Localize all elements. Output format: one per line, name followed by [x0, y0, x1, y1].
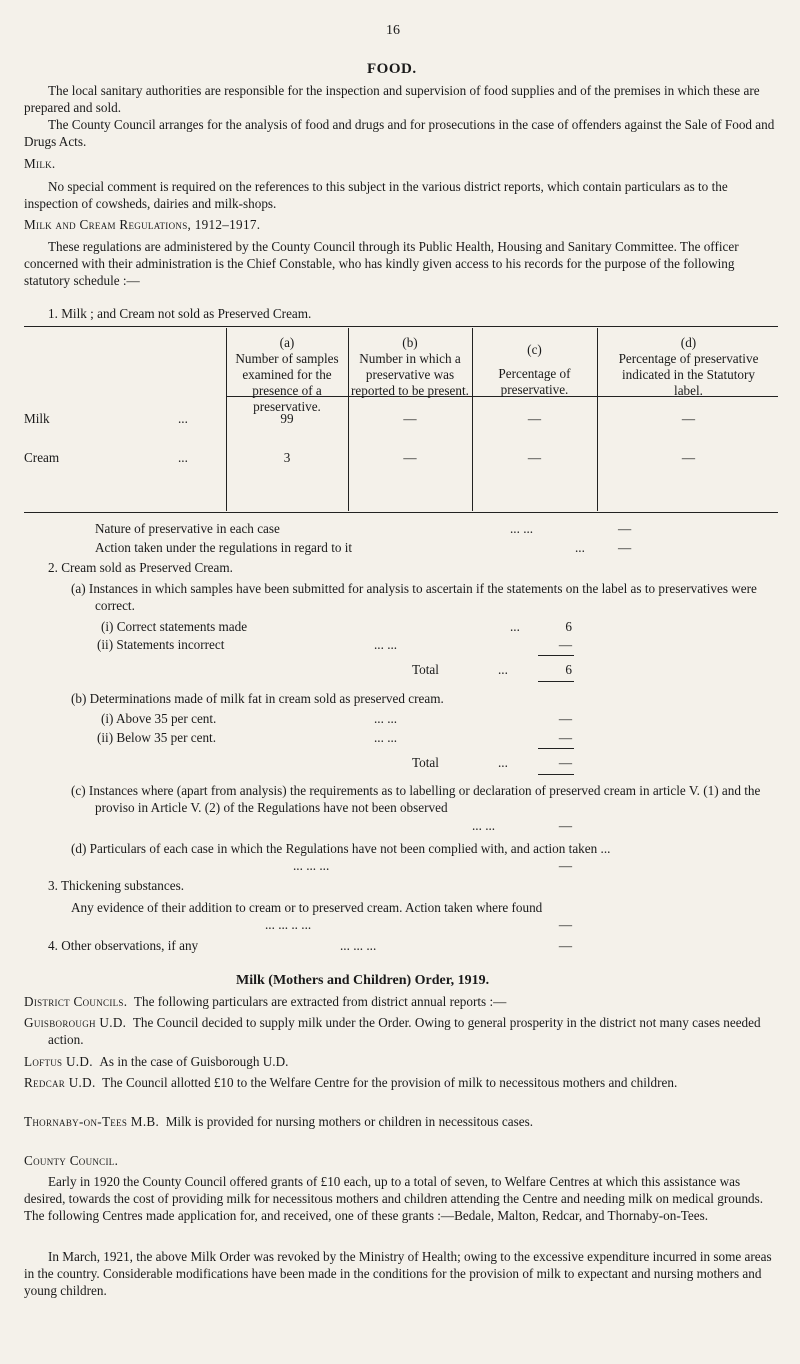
loftus-entry	[24, 1053, 778, 1070]
table-bottom-rule	[24, 512, 778, 513]
column-a-text: Number of samples examined for the presence of a preservative.	[235, 351, 339, 414]
sum-rule	[538, 655, 574, 656]
milk-paragraph: No special comment is required on the references to this subject in the various district reports, which contain particulars as to the inspection of cowsheds, dairies and milk-shops.	[24, 179, 728, 211]
item-2c-text: (c) Instances where (apart from analysis) the requirements as to labelling or declaration of preserved cream in article V. (1) and the proviso in Article V. (2) of the Regulations have not been observed	[71, 783, 761, 815]
total-2-dots: ...	[498, 755, 508, 770]
row-dots: ...	[178, 411, 188, 426]
guisborough-entry	[24, 1014, 778, 1048]
loftus-label: Loftus U.D.	[24, 1054, 93, 1069]
item-3-text: Any evidence of their addition to cream or to preserved cream. Action taken where found	[71, 900, 543, 915]
action-value: —	[618, 540, 632, 555]
item-2c-value: —	[558, 818, 572, 833]
regulations-heading: Milk and Cream Regulations, 1912–1917.	[24, 217, 261, 232]
below-35-value: —	[558, 730, 572, 745]
total-1-value: 6	[565, 662, 572, 677]
column-b-letter: (b)	[402, 335, 418, 350]
table-divider	[472, 328, 473, 511]
column-a-letter: (a)	[279, 335, 295, 350]
guisborough-label: Guisborough U.D.	[24, 1015, 127, 1030]
intro-paragraph-1: The local sanitary authorities are responsible for the inspection and supervision of food supplies and of the premises in which these are prepared and sold.	[24, 83, 760, 115]
item-4-dots: ... ... ...	[340, 938, 377, 953]
redcar-entry	[24, 1074, 778, 1091]
correct-statements-dots: ...	[510, 619, 520, 634]
table-divider	[597, 328, 598, 511]
thornaby-text: Milk is provided for nursing mothers or children in necessitous cases.	[165, 1114, 534, 1129]
schedule-item-1: 1. Milk ; and Cream not sold as Preserved Cream.	[48, 306, 312, 321]
total-rule	[538, 681, 574, 682]
nature-dots: ... ...	[510, 521, 534, 536]
below-35-label: (ii) Below 35 per cent.	[97, 730, 217, 745]
table-cell: —	[527, 450, 542, 465]
row-label-cream: Cream	[24, 450, 60, 465]
item-3-dots: ... ... .. ...	[265, 917, 312, 932]
column-c-letter: (c)	[527, 342, 542, 357]
thornaby-label: Thornaby-on-Tees M.B.	[24, 1114, 160, 1129]
total-2-value: —	[558, 755, 572, 770]
item-2d-dots: ... ... ...	[293, 858, 330, 873]
total-1-label: Total	[412, 662, 439, 677]
district-councils-paragraph	[24, 993, 778, 1010]
action-label: Action taken under the regulations in regard to it	[95, 540, 353, 555]
item-2d-value: —	[558, 858, 572, 873]
above-35-label: (i) Above 35 per cent.	[101, 711, 217, 726]
sum-rule	[538, 748, 574, 749]
column-d-letter: (d)	[680, 335, 697, 350]
schedule-item-4: 4. Other observations, if any	[48, 938, 199, 953]
total-rule	[538, 774, 574, 775]
correct-statements-label: (i) Correct statements made	[101, 619, 248, 634]
above-35-dots: ... ...	[374, 711, 398, 726]
intro-paragraph-2: The County Council arranges for the analysis of food and drugs and for prosecutions in the case of offenders against the Sale of Food and Drugs Acts.	[24, 117, 775, 149]
column-b-text: Number in which a preservative was reported to be present.	[351, 351, 469, 398]
row-dots: ...	[178, 450, 188, 465]
incorrect-statements-dots: ... ...	[374, 637, 398, 652]
total-1-dots: ...	[498, 662, 508, 677]
item-2b-text: (b) Determinations made of milk fat in cream sold as preserved cream.	[71, 691, 444, 706]
above-35-value: —	[558, 711, 572, 726]
action-dots: ...	[575, 540, 585, 555]
column-c-header	[474, 342, 595, 398]
below-35-dots: ... ...	[374, 730, 398, 745]
nature-label: Nature of preservative in each case	[95, 521, 280, 536]
row-label-milk: Milk	[24, 411, 50, 426]
district-councils-text: The following particulars are extracted from district annual reports :—	[133, 994, 507, 1009]
table-cell: —	[681, 411, 696, 426]
thornaby-entry	[24, 1113, 778, 1130]
redcar-label: Redcar U.D.	[24, 1075, 96, 1090]
correct-statements-value: 6	[565, 619, 572, 634]
table-cell: —	[527, 411, 542, 426]
incorrect-statements-value: —	[558, 637, 572, 652]
county-council-paragraph-2: In March, 1921, the above Milk Order was revoked by the Ministry of Health; owing to the excessive expenditure incurred in some areas in the country. Considerable modifications have been made in the conditions for the provision of milk to expectant and nursing mothers and young children.	[24, 1249, 772, 1298]
incorrect-statements-label: (ii) Statements incorrect	[97, 637, 225, 652]
district-councils-label: District Councils.	[24, 994, 128, 1009]
column-d-header	[599, 335, 778, 399]
table-cell: 99	[280, 411, 294, 426]
milk-heading: Milk.	[24, 156, 56, 171]
table-cell: —	[681, 450, 696, 465]
table-divider	[348, 328, 349, 511]
page-number: 16	[386, 23, 400, 38]
county-council-heading: County Council.	[24, 1153, 119, 1168]
nature-value: —	[618, 521, 632, 536]
item-2c-dots: ... ...	[472, 818, 496, 833]
column-d-text: Percentage of preservative indicated in the Statutory label.	[618, 351, 759, 398]
regulations-paragraph: These regulations are administered by the County Council through its Public Health, Housing and Sanitary Committee. The officer concerned with their administration is the Chief Constable, who has kindly given access to his records for the purpose of the following statutory schedule :—	[24, 239, 739, 288]
item-2a-text: (a) Instances in which samples have been submitted for analysis to ascertain if the statements on the label as to preservatives were correct.	[71, 581, 757, 613]
column-b-header	[350, 335, 470, 399]
table-cell: —	[403, 450, 417, 465]
order-heading: Milk (Mothers and Children) Order, 1919.	[236, 973, 490, 988]
schedule-item-3: 3. Thickening substances.	[48, 878, 185, 893]
table-divider	[226, 328, 227, 511]
redcar-text: The Council allotted £10 to the Welfare Centre for the provision of milk to necessitous mothers and children.	[102, 1075, 678, 1090]
page-title: FOOD.	[367, 61, 417, 77]
table-top-rule	[24, 326, 778, 327]
item-4-value: —	[558, 938, 572, 953]
county-council-paragraph-1: Early in 1920 the County Council offered grants of £10 each, up to a total of seven, to Welfare Centres at which this assistance was desired, towards the cost of providing milk for necessitous mothers and children attending the Centre and needing milk on medical grounds. The following Centres made application for, and received, one of these grants :—Bedale, Malton, Redcar, and Thornaby-on-Tees.	[24, 1174, 764, 1223]
loftus-text: As in the case of Guisborough U.D.	[99, 1054, 289, 1069]
total-2-label: Total	[412, 755, 439, 770]
table-cell: —	[403, 411, 417, 426]
schedule-item-2: 2. Cream sold as Preserved Cream.	[48, 560, 233, 575]
item-2d-text: (d) Particulars of each case in which the Regulations have not been complied with, and action taken ...	[71, 841, 611, 856]
column-a-header	[228, 335, 346, 415]
column-c-text: Percentage of preservative.	[498, 366, 571, 397]
table-cell: 3	[283, 450, 291, 465]
guisborough-text: The Council decided to supply milk under the Order. Owing to general prosperity in the district not many cases needed action.	[48, 1015, 761, 1047]
item-3-value: —	[558, 917, 572, 932]
